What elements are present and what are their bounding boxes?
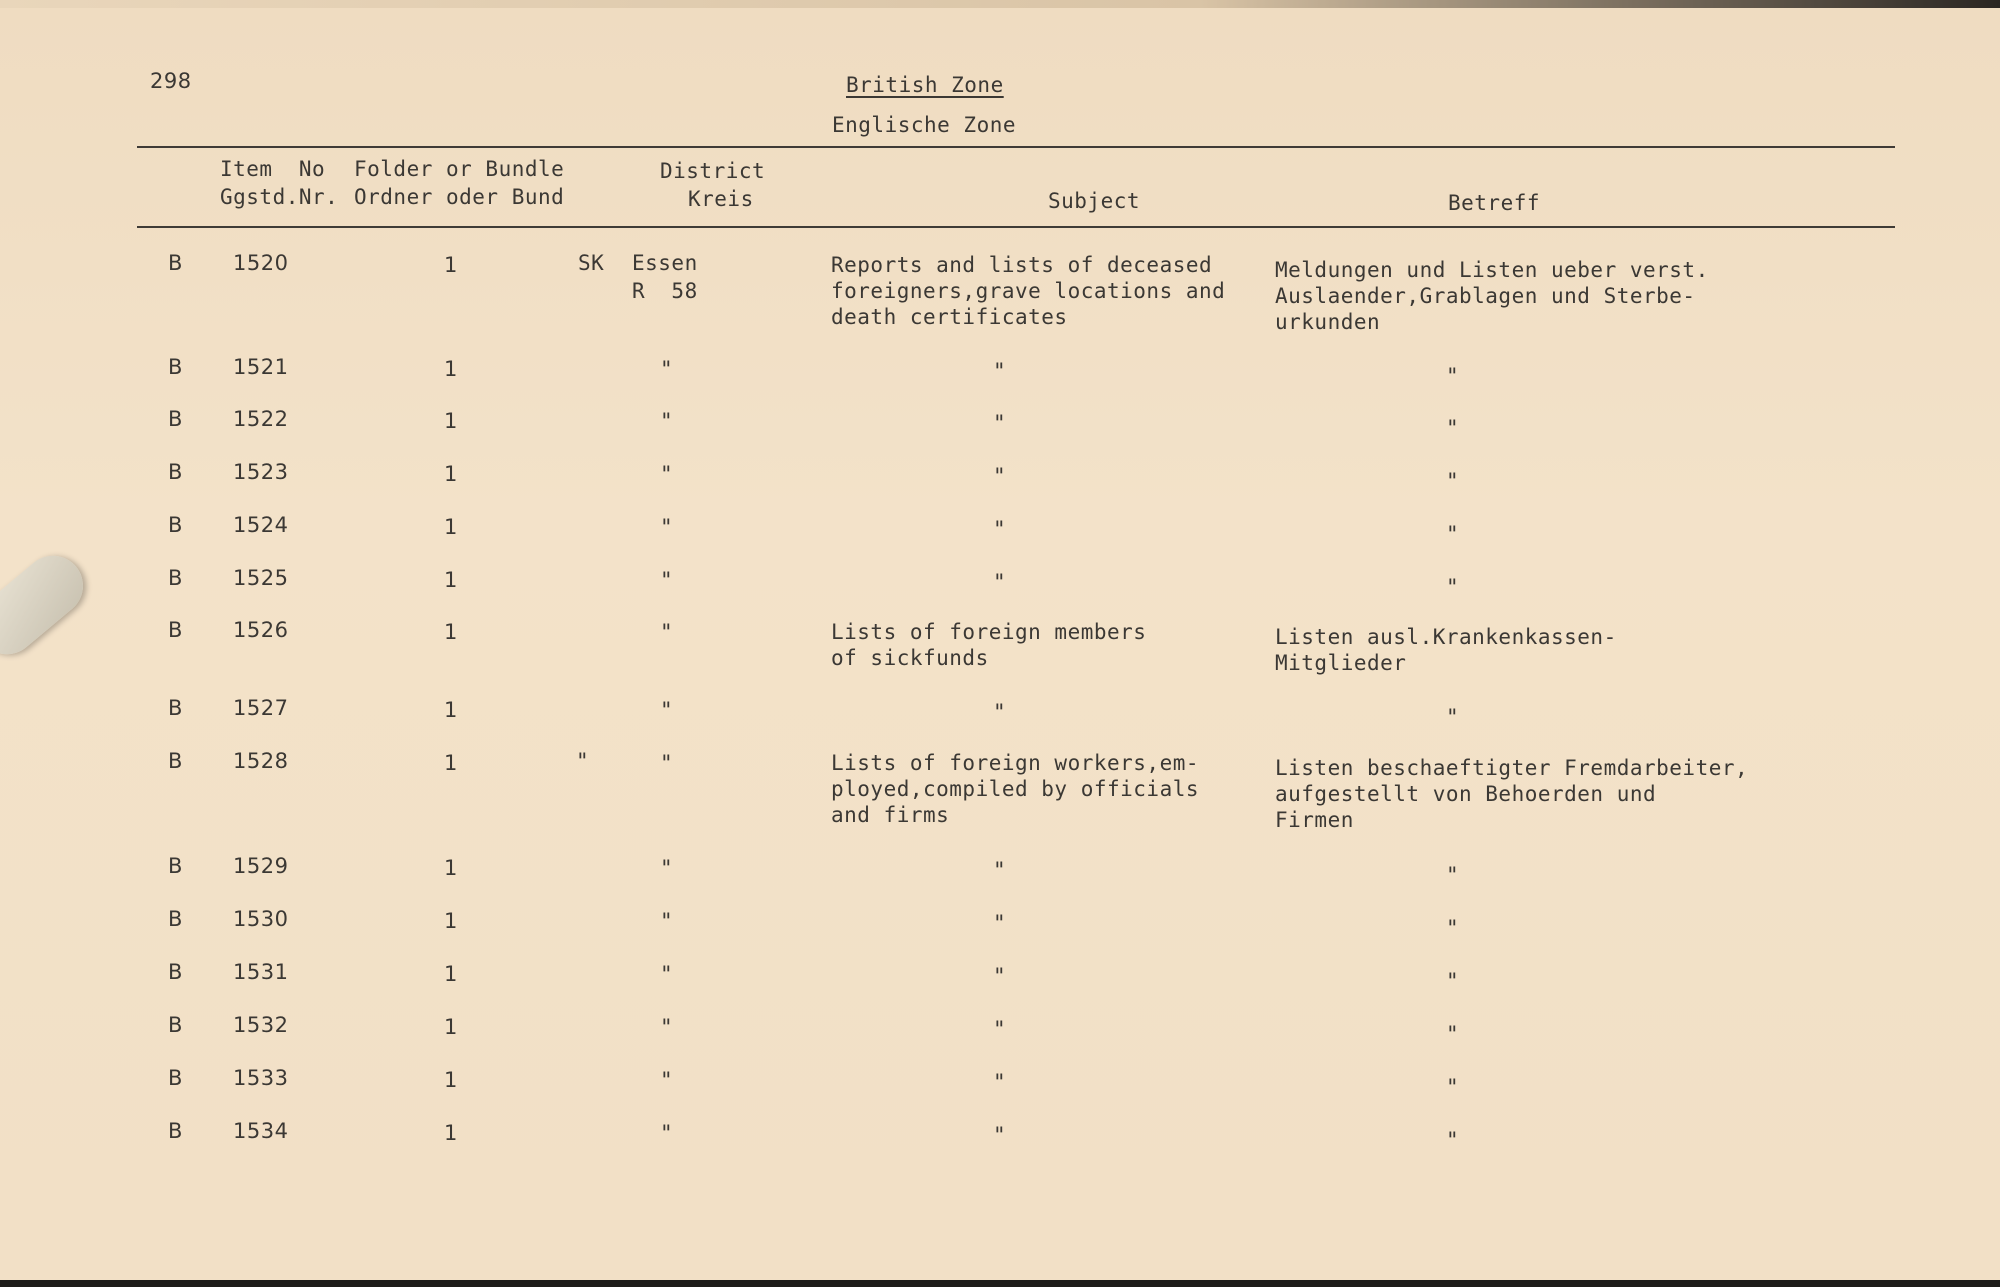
cell-subject: " [993,464,1007,488]
cell-district_b: " [660,357,674,381]
cell-count: 1 [444,568,458,592]
cell-betreff: " [1446,1075,1460,1099]
cell-district_b: " [660,1121,674,1145]
cell-subject: " [993,700,1007,724]
cell-subject: Lists of foreign workers,em- ployed,compiled by officials and firms [831,751,1200,827]
cell-count: 1 [444,253,458,277]
cell-district_b: " [660,751,674,775]
cell-district_b: Essen [632,251,698,275]
cell-count: 1 [444,1015,458,1039]
header-subject: Subject [1048,189,1141,213]
header-item-line2: Ggstd.Nr. [220,185,339,209]
page-title-english: British Zone [846,73,1004,97]
cell-district_b: " [660,515,674,539]
cell-count: 1 [444,698,458,722]
cell-subject: " [993,517,1007,541]
cell-subject: " [993,359,1007,383]
cell-count: 1 [444,856,458,880]
cell-district_b: " [660,1015,674,1039]
cell-item: 1524 [233,513,289,537]
cell-prefix: B [168,513,183,537]
cell-item: 1522 [233,407,289,431]
cell-betreff: " [1446,522,1460,546]
cell-item: 1532 [233,1013,289,1037]
cell-prefix: B [168,1013,183,1037]
cell-subject: " [993,1123,1007,1147]
cell-prefix: B [168,1119,183,1143]
cell-count: 1 [444,357,458,381]
cell-count: 1 [444,909,458,933]
cell-subject: Lists of foreign members of sickfunds [831,620,1147,670]
cell-district_b: " [660,620,674,644]
cell-count: 1 [444,409,458,433]
cell-subject: " [993,570,1007,594]
cell-subject: " [993,964,1007,988]
cell-district_a: SK [578,251,605,275]
cell-subject: Reports and lists of deceased foreigners,grave locations and death certificates [831,253,1226,329]
cell-item: 1529 [233,854,289,878]
cell-betreff: " [1446,863,1460,887]
cell-betreff: " [1446,916,1460,940]
document-page [0,8,2000,1280]
page-title-german: Englische Zone [832,113,1017,137]
cell-subject: " [993,1070,1007,1094]
cell-subject: " [993,911,1007,935]
cell-district_b: " [660,909,674,933]
cell-item: 1523 [233,460,289,484]
cell-district_b: " [660,962,674,986]
cell-count: 1 [444,515,458,539]
cell-betreff: " [1446,1128,1460,1152]
cell-count: 1 [444,751,458,775]
cell-betreff: " [1446,575,1460,599]
cell-district_b: " [660,409,674,433]
cell-prefix: B [168,907,183,931]
cell-district_a: " [576,749,590,773]
cell-betreff: Listen ausl.Krankenkassen- Mitglieder [1275,625,1617,675]
cell-count: 1 [444,620,458,644]
cell-district_b: " [660,568,674,592]
cell-betreff: " [1446,416,1460,440]
cell-prefix: B [168,566,183,590]
cell-subject: " [993,1017,1007,1041]
cell-subject: " [993,858,1007,882]
cell-prefix: B [168,854,183,878]
cell-prefix: B [168,355,183,379]
cell-prefix: B [168,407,183,431]
cell-betreff: " [1446,469,1460,493]
cell-item: 1520 [233,251,289,275]
cell-district_b: " [660,1068,674,1092]
cell-subject: " [993,411,1007,435]
header-folder-line1: Folder or Bundle [354,157,565,181]
cell-item: 1530 [233,907,289,931]
cell-prefix: B [168,749,183,773]
cell-item: 1526 [233,618,289,642]
cell-item: 1525 [233,566,289,590]
header-item-line1: Item No [220,157,326,181]
header-bottom-rule [137,226,1895,228]
cell-betreff: " [1446,1022,1460,1046]
cell-prefix: B [168,251,183,275]
cell-prefix: B [168,618,183,642]
cell-district_c: R 58 [632,279,698,303]
cell-betreff: " [1446,969,1460,993]
cell-item: 1527 [233,696,289,720]
page-number: 298 [150,69,192,93]
cell-betreff: " [1446,364,1460,388]
cell-item: 1534 [233,1119,289,1143]
page-edge-bottom [0,1280,2000,1287]
header-district-line1: District [660,159,766,183]
header-top-rule [137,146,1895,148]
cell-item: 1531 [233,960,289,984]
cell-item: 1533 [233,1066,289,1090]
cell-district_b: " [660,462,674,486]
cell-prefix: B [168,960,183,984]
cell-count: 1 [444,1121,458,1145]
cell-betreff: Listen beschaeftigter Fremdarbeiter, aufgestellt von Behoerden und Firmen [1275,756,1749,832]
cell-prefix: B [168,460,183,484]
cell-district_b: " [660,856,674,880]
cell-item: 1521 [233,355,289,379]
cell-item: 1528 [233,749,289,773]
header-betreff: Betreff [1448,191,1541,215]
cell-district_b: " [660,698,674,722]
cell-betreff: Meldungen und Listen ueber verst. Auslaender,Grablagen und Sterbe- urkunden [1275,258,1709,334]
header-district-line2: Kreis [688,187,754,211]
header-folder-line2: Ordner oder Bund [354,185,565,209]
cell-count: 1 [444,462,458,486]
page-edge-top [0,0,2000,8]
cell-prefix: B [168,696,183,720]
cell-count: 1 [444,1068,458,1092]
cell-betreff: " [1446,705,1460,729]
cell-prefix: B [168,1066,183,1090]
cell-count: 1 [444,962,458,986]
